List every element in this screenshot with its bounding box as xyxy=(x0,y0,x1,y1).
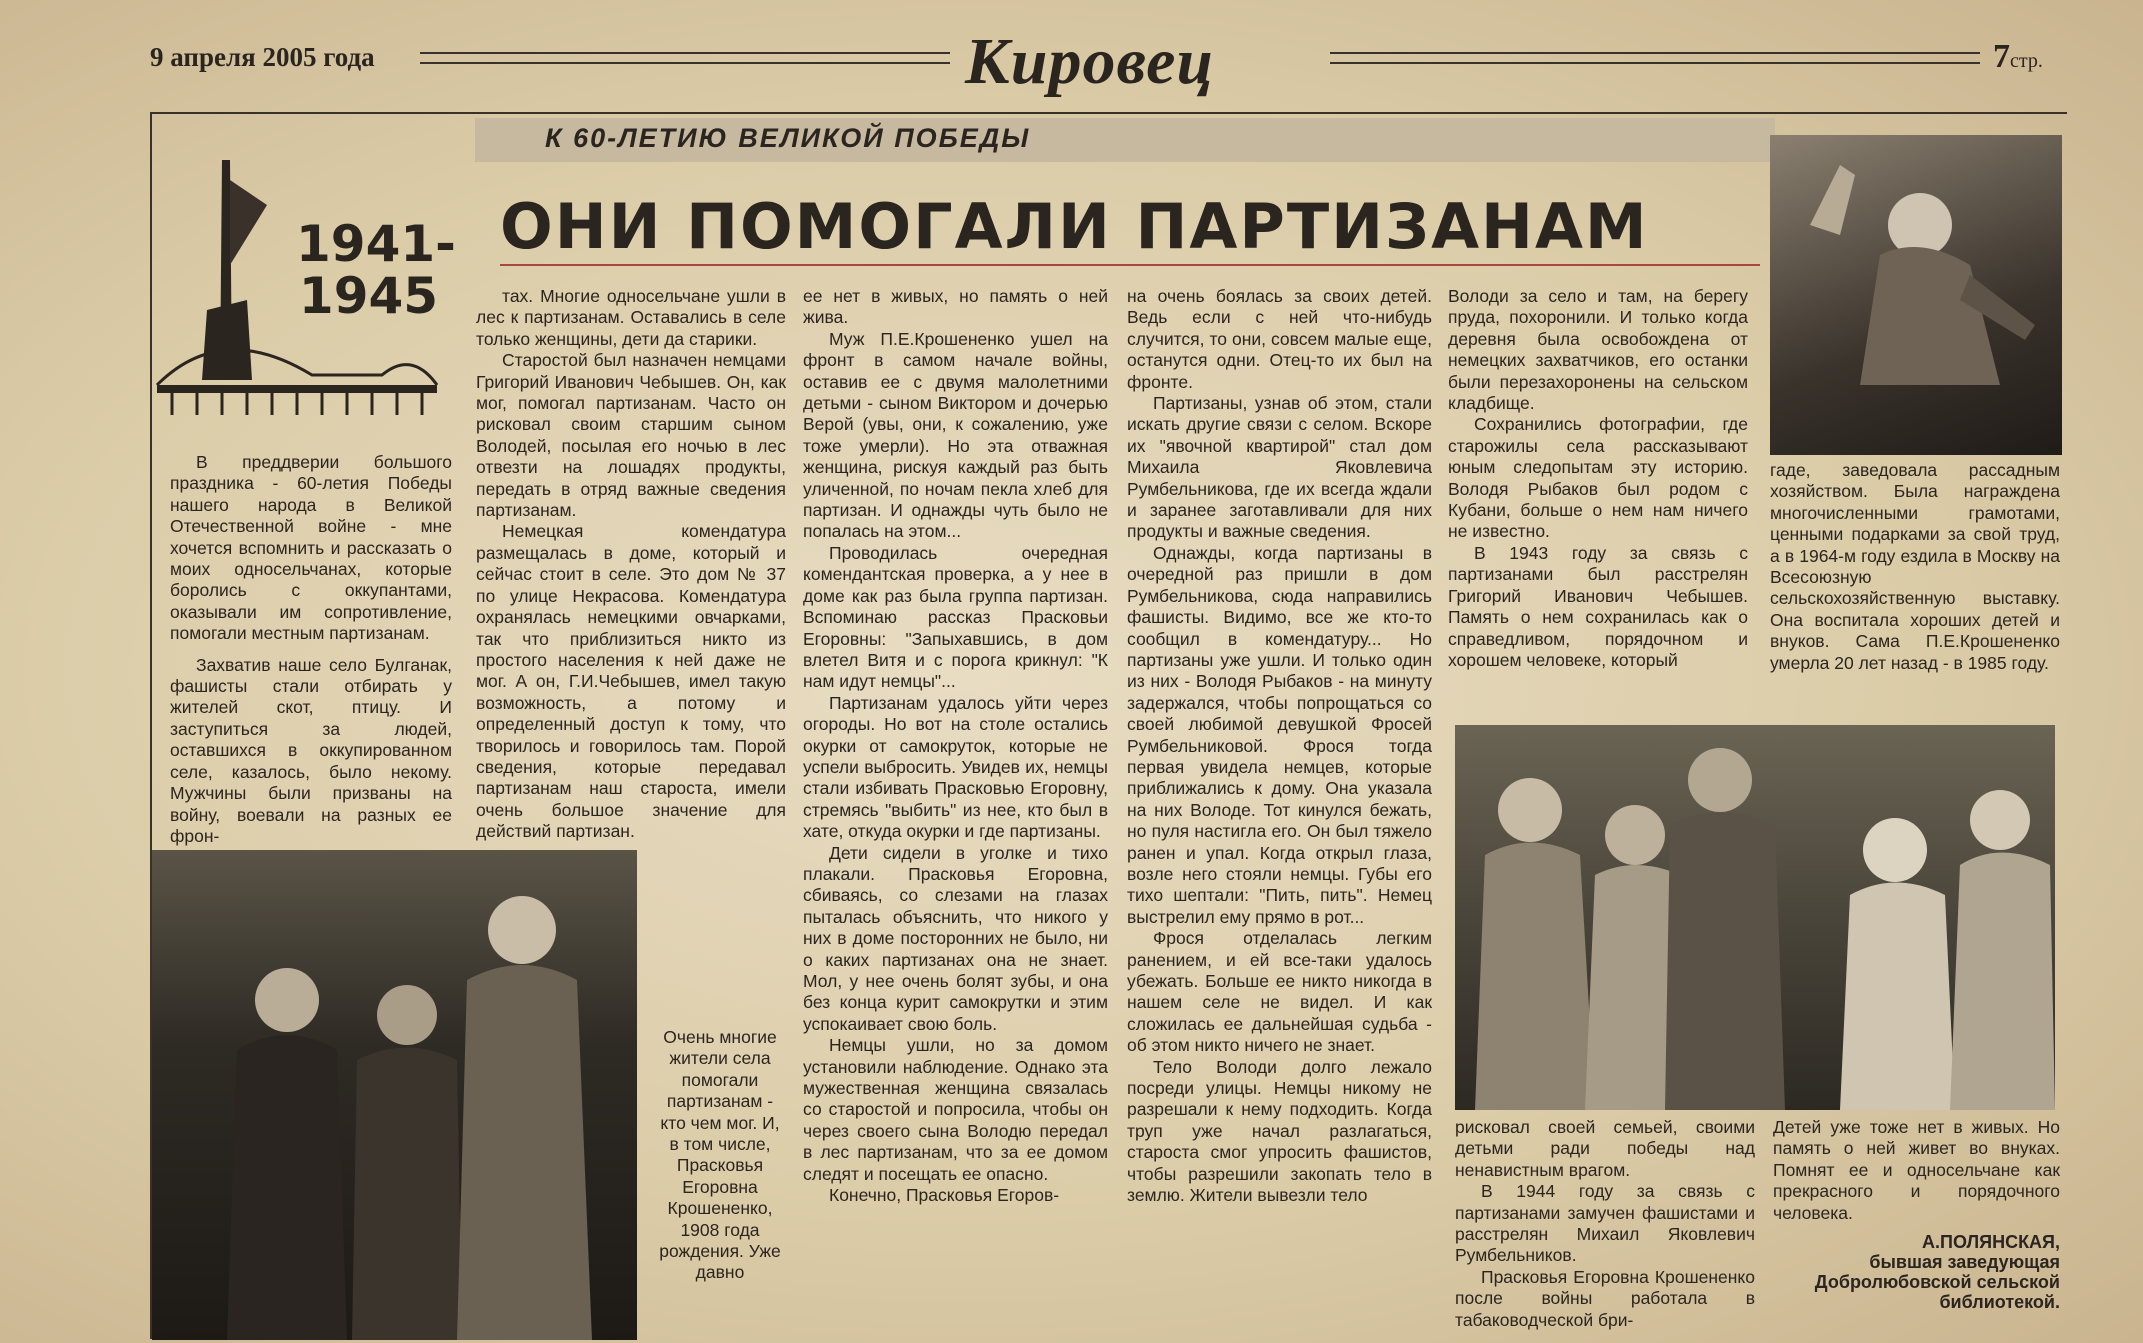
article-column-5-bottom xyxy=(1455,1117,1755,1331)
years-start: 1941- xyxy=(296,215,456,273)
author-signature xyxy=(1770,1232,2060,1312)
headline: ОНИ ПОМОГАЛИ ПАРТИЗАНАМ xyxy=(500,190,1649,263)
paragraph: Партизанам удалось уйти через огороды. Но вот на столе остались окурки от самокруток, которые не успели выбросить. Увидев их, немцы стали избивать Прасковью Егоровну, стремясь "выбить" из нее, кто был в хате, откуда окурки и где партизаны. xyxy=(803,692,1108,842)
article-column-4 xyxy=(1127,286,1432,1206)
paragraph: тах. Многие односельчане ушли в лес к партизанам. Оставались в селе только женщины, дети да старики. xyxy=(476,286,786,349)
paragraph: Дети сидели в уголке и тихо плакали. Прасковья Егоровна, сбиваясь, со слезами на глазах пыталась объяснить, что никого у них в доме посторонних не было, ни о каких партизанах она не знает. Мол, у нее очень болят зубы, и она без конца курит самокрутки и этим успокаивает свою боль. xyxy=(803,842,1108,1034)
five-people-photo-icon xyxy=(1455,725,2055,1110)
paragraph: Однажды, когда партизаны в очередной раз пришли в дом Румбельникова, сюда направились фашисты. Видимо, все же кто-то сообщил в комендатуру... Но партизаны уже ушли. И только один из них - Володя Рыбаков - на минуту задержался, чтобы попрощаться со своей любимой девушкой Фросей Румбельниковой. Фрося тогда первая увидела немцев, которые приближались к дому. Она указала на них Володе. Тот кинулся бежать, но пуля настигла его. Он был тяжело ранен и упал. Когда открыл глаза, возле него стояли немцы. Губы его тихо шептали: "Пить, пить". Немец выстрелил ему прямо в рот... xyxy=(1127,542,1432,927)
paragraph: Немцы ушли, но за домом установили наблюдение. Однако эта мужественная женщина связалась со старостой и попросила, чтобы он через своего сына Володю передал в лес партизанам, что за ее домом следят и посещать ее опасно. xyxy=(803,1035,1108,1184)
paragraph: Детей уже тоже нет в живых. Но память о ней живет во внуках. Помнят ее и односельчане как прекрасного и порядочного человека. xyxy=(1773,1117,2060,1223)
article-column-2 xyxy=(476,286,786,843)
paragraph: В преддверии большого праздника - 60-летия Победы нашего народа в Великой Отечественной войне - мне хочется вспомнить и рассказать о моих односельчанах, которые боролись с оккупантами, оказывали им сопротивление, помогали местным партизанам. xyxy=(170,452,452,644)
paragraph: Конечно, Прасковья Егоров- xyxy=(829,1185,1060,1206)
article-column-6 xyxy=(1770,460,2060,674)
paragraph: ее нет в живых, но память о ней жива. xyxy=(803,286,1108,328)
paragraph: Очень многие жители села помогали партизанам - кто чем мог. И, в том числе, Прасковья Егоровна Крошененко, 1908 года рождения. Уже давно xyxy=(659,1027,781,1283)
newspaper-masthead: Кировец xyxy=(965,25,1215,98)
paragraph: Сохранились фотографии, где старожилы села рассказывают юным следопытам эту историю. Володя Рыбаков был родом с Кубани, больше о нем нам ничего не известно. xyxy=(1448,414,1748,542)
paragraph: В 1944 году за связь с партизанами замучен фашистами и расстрелян Михаил Яковлевич Румбельников. xyxy=(1455,1181,1755,1266)
family-photo-left xyxy=(152,850,637,1340)
article-column-5 xyxy=(1448,286,1748,671)
page-number-unit: стр. xyxy=(2010,50,2043,72)
article-column-2-narrow xyxy=(655,1027,785,1284)
header-rule-left xyxy=(420,52,950,54)
paragraph: Немецкая комендатура размещалась в доме, который и сейчас стоит в селе. Это дом № 37 по улице Некрасова. Комендатура охранялась немецкими овчарками, так что приблизиться никто из простого населения к ней даже не мог. А он, Г.И.Чебышев, имел такую возможность, а потому и определенный доступ к тому, что творилось и говорилось там. Порой сведения, которые передавал партизанам наш староста, имели очень большое значение для действий партизан. xyxy=(476,521,786,842)
years-label xyxy=(296,215,456,325)
paragraph: Володи за село и там, на берегу пруда, похоронили. И только когда деревня была освобождена от немецких захватчиков, его останки были перезахоронены на сельском кладбище. xyxy=(1448,286,1748,414)
paragraph: Фрося отделалась легким ранением, и ей все-таки удалось убежать. Больше ее никто никогда в нашем селе не видел. И как сложилась ее дальнейшая судьба - об этом никто ничего не знает. xyxy=(1127,928,1432,1056)
paragraph: Старостой был назначен немцами Григорий Иванович Чебышев. Он, как мог, помогал партизанам. Часто он рисковал своим старшим сыном Володей, посылая его ночью в лес отвезти на лошадях продукты, передать в отряд важные сведения партизанам. xyxy=(476,350,786,521)
article-column-3 xyxy=(803,286,1108,1206)
page-number-value: 7 xyxy=(1993,38,2010,75)
article-column-1 xyxy=(170,452,452,847)
rubric-text: К 60-ЛЕТИЮ ВЕЛИКОЙ ПОБЕДЫ xyxy=(545,123,1031,153)
paragraph: гаде, заведовала рассадным хозяйством. Была награждена многочисленными грамотами, ценными подарками за свой труд, а в 1964-м году ездила в Москву на Всесоюзную сельскохозяйственную выставку. Она воспитала хороших детей и внуков. Сама П.Е.Крошененко умерла 20 лет назад - в 1985 году. xyxy=(1770,460,2060,673)
author-title: бывшая заведующая Добролюбовской сельской библиотекой. xyxy=(1814,1252,2060,1312)
header-rule-right xyxy=(1330,52,1980,54)
paragraph: рисковал своей семьей, своими детьми ради победы над ненавистным врагом. xyxy=(1455,1117,1755,1180)
villagers-photo xyxy=(1455,725,2055,1110)
rubric-bar xyxy=(475,118,1775,162)
paragraph: Проводилась очередная комендантская проверка, а у нее в доме как раз была группа партизан. Вспоминаю рассказ Прасковьи Егоровны: "Запыхавшись, в дом влетел Витя и с порога крикнул: "К нам идут немцы"... xyxy=(803,542,1108,692)
paragraph: В 1943 году за связь с партизанами был расстрелян Григорий Иванович Чебышев. Память о нем сохранилась как о справедливом, порядочном и хорошем человеке, который xyxy=(1448,542,1748,670)
header-rule-left-2 xyxy=(420,62,950,64)
paragraph: на очень боялась за своих детей. Ведь если с ней что-нибудь случится, то они, совсем малые еще, останутся одни. Отец-то их был на фронте. xyxy=(1127,286,1432,392)
page-number xyxy=(1993,38,2043,76)
paragraph: Прасковья Егоровна Крошененко после войны работала в табаководческой бри- xyxy=(1455,1266,1755,1330)
header-rule-right-2 xyxy=(1330,62,1980,64)
author-name: А.ПОЛЯНСКАЯ, xyxy=(1922,1232,2060,1252)
soldier-silhouette-icon xyxy=(1770,135,2062,455)
paragraph: Муж П.Е.Крошененко ушел на фронт в самом начале войны, оставив ее с двумя малолетними детьми - сыном Виктором и дочерью Верой (увы, они, к сожалению, уже тоже умерли). Но эта отважная женщина, рискуя каждый раз быть уличенной, по ночам пекла хлеб для партизан. И однажды чуть было не попалась на этом... xyxy=(803,328,1108,542)
soldier-photo xyxy=(1770,135,2062,455)
article-column-6-bottom xyxy=(1773,1117,2060,1224)
paragraph: Тело Володи долго лежало посреди улицы. Немцы никому не разрешали к нему подходить. Когда труп уже начал разлагаться, староста смог упросить фашистов, чтобы разрешили закопать тело в землю. Жители вывезли тело xyxy=(1127,1056,1432,1206)
paragraph: Партизаны, узнав об этом, стали искать другие связи с селом. Вскоре их "явочной квартирой" стал дом Михаила Яковлевича Румбельникова, где их всегда ждали и заранее заготавливали для них продукты и важные сведения. xyxy=(1127,393,1432,542)
issue-date: 9 апреля 2005 года xyxy=(150,42,375,72)
headline-underline xyxy=(500,264,1760,266)
three-people-photo-icon xyxy=(152,850,637,1340)
paragraph: Захватив наше село Булганак, фашисты стали отбирать у жителей скот, птицу. И заступиться за людей, оставшихся в оккупированном селе, казалось, было некому. Мужчины были призваны на войну, воевали на разных ее фрон- xyxy=(170,654,452,846)
years-end: 1945 xyxy=(298,267,439,325)
